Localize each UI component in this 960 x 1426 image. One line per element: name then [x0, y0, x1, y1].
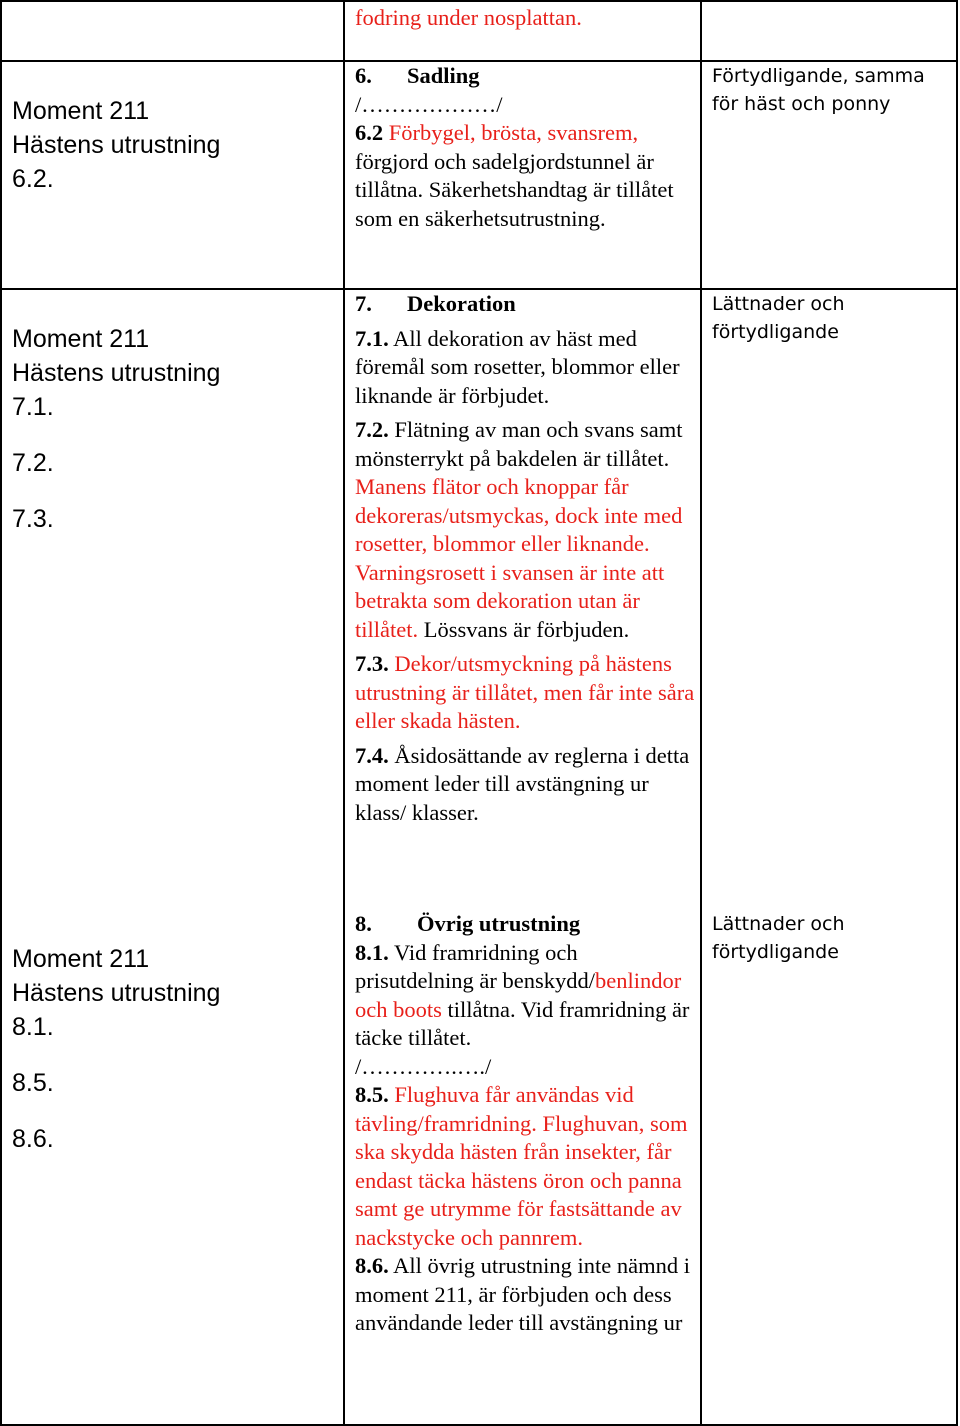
- comment-line: Lättnader och: [712, 913, 845, 935]
- row3-comment-cell: [712, 910, 952, 966]
- rule-highlight: Dekor/utsmyckning på hästens utrustning är tillåtet, men får inte såra eller skada hästen.: [355, 651, 695, 733]
- section-title: Sadling: [407, 63, 480, 88]
- moment-subtitle: Hästens utrustning: [12, 131, 221, 159]
- moment-label: Moment 211: [12, 945, 150, 973]
- rule-number: 6.2: [355, 120, 384, 145]
- rule-paragraph: [355, 650, 695, 736]
- rule-highlight: Förbygel, brösta, svansrem,: [383, 120, 639, 145]
- rule-number: 7.1.: [355, 325, 389, 351]
- row3-rule-cell: [355, 910, 695, 1338]
- table-top-border: [0, 0, 958, 2]
- rule-number: 7.2.: [355, 417, 389, 442]
- section-number: 8.: [355, 911, 372, 936]
- omission-marker: /………………/: [355, 91, 503, 117]
- column-divider: [0, 0, 2, 1426]
- rule-number: 8.6.: [355, 1253, 389, 1278]
- row1-comment-cell: [712, 62, 952, 118]
- rule-highlight: Manens flätor och knoppar får dekoreras/utsmyckas, dock inte med rosetter, blommor eller liknande. Varningsrosett i svansen är inte att betrakta som dekoration utan är tillåtet.: [355, 474, 683, 642]
- rule-number: 8.1.: [355, 939, 389, 965]
- column-divider: [700, 0, 702, 1426]
- section-heading: [355, 62, 695, 91]
- row3-moment-cell: [12, 942, 220, 1156]
- row1-moment-cell: [12, 94, 220, 196]
- rule-paragraph: [355, 416, 695, 644]
- comment-line: Lättnader och: [712, 293, 845, 315]
- rule-text: Vid framridning och prisutdelning är benskydd/: [355, 939, 595, 993]
- rule-number: 7.4.: [355, 742, 389, 768]
- row1-rule-cell: [355, 62, 695, 233]
- moment-ref: 7.3.: [12, 505, 54, 533]
- rule-paragraph: [355, 325, 695, 411]
- moment-subtitle: Hästens utrustning: [12, 979, 221, 1007]
- section-title: Dekoration: [407, 291, 516, 316]
- rule-text: Åsidosättande av reglerna i detta moment leder till avstängning ur klass/ klasser.: [355, 742, 690, 825]
- section-number: 6.: [355, 63, 372, 88]
- row2-rule-cell: [355, 290, 695, 827]
- section-heading: [355, 910, 695, 939]
- rule-paragraph: [355, 742, 695, 828]
- section-title: Övrig utrustning: [417, 911, 581, 936]
- omission-marker: /………….…./: [355, 1053, 492, 1079]
- column-divider: [956, 0, 958, 1426]
- moment-ref: 7.1.: [12, 393, 54, 421]
- moment-label: Moment 211: [12, 325, 150, 353]
- moment-ref: 8.6.: [12, 1125, 54, 1153]
- comment-line: Förtydligande, samma: [712, 65, 925, 87]
- moment-label: Moment 211: [12, 97, 150, 125]
- moment-ref: 7.2.: [12, 449, 54, 477]
- rule-paragraph: [355, 119, 695, 233]
- rule-text: tillåtna. Vid framridning är täcke tillåtet.: [355, 996, 690, 1050]
- moment-ref: 6.2.: [12, 165, 54, 193]
- section-heading: [355, 290, 695, 319]
- row2-moment-cell: [12, 322, 220, 536]
- moment-ref: 8.5.: [12, 1069, 54, 1097]
- rule-number: 8.5.: [355, 1082, 389, 1107]
- rule-highlight: benlindor och boots: [355, 968, 682, 1022]
- rule-paragraph: [355, 1081, 695, 1252]
- rule-highlight: Flughuva får användas vid tävling/framridning. Flughuvan, som ska skydda hästen från insekter, får endast täcka hästens öron och panna samt ge utrymme för fastsättande av nackstycke och pannrem.: [355, 1082, 688, 1250]
- section-number: 7.: [355, 291, 372, 316]
- rule-text: Lössvans är förbjuden.: [418, 616, 630, 642]
- moment-subtitle: Hästens utrustning: [12, 359, 221, 387]
- row2-comment-cell: [712, 290, 952, 346]
- rule-number: 7.3.: [355, 651, 389, 676]
- continued-text: fodring under nosplattan.: [355, 5, 582, 30]
- moment-ref: 8.1.: [12, 1013, 54, 1041]
- rule-text: All övrig utrustning inte nämnd i moment 211, är förbjuden och dess användande leder till avstängning ur: [355, 1253, 690, 1335]
- rule-paragraph: [355, 1252, 695, 1338]
- rule-paragraph: [355, 939, 695, 1053]
- top-row-text: [355, 4, 695, 33]
- rule-text: Flätning av man och svans samt mönsterrykt på bakdelen är tillåtet.: [355, 417, 683, 471]
- comment-line: förtydligande: [712, 321, 839, 343]
- rule-text: förgjord och sadelgjordstunnel är tillåtna. Säkerhetshandtag är tillåtet som en säkerhetsutrustning.: [355, 148, 674, 231]
- comment-line: förtydligande: [712, 941, 839, 963]
- rule-text: All dekoration av häst med föremål som rosetter, blommor eller liknande är förbjudet.: [355, 325, 680, 408]
- column-divider: [343, 0, 345, 1426]
- comment-line: för häst och ponny: [712, 93, 891, 115]
